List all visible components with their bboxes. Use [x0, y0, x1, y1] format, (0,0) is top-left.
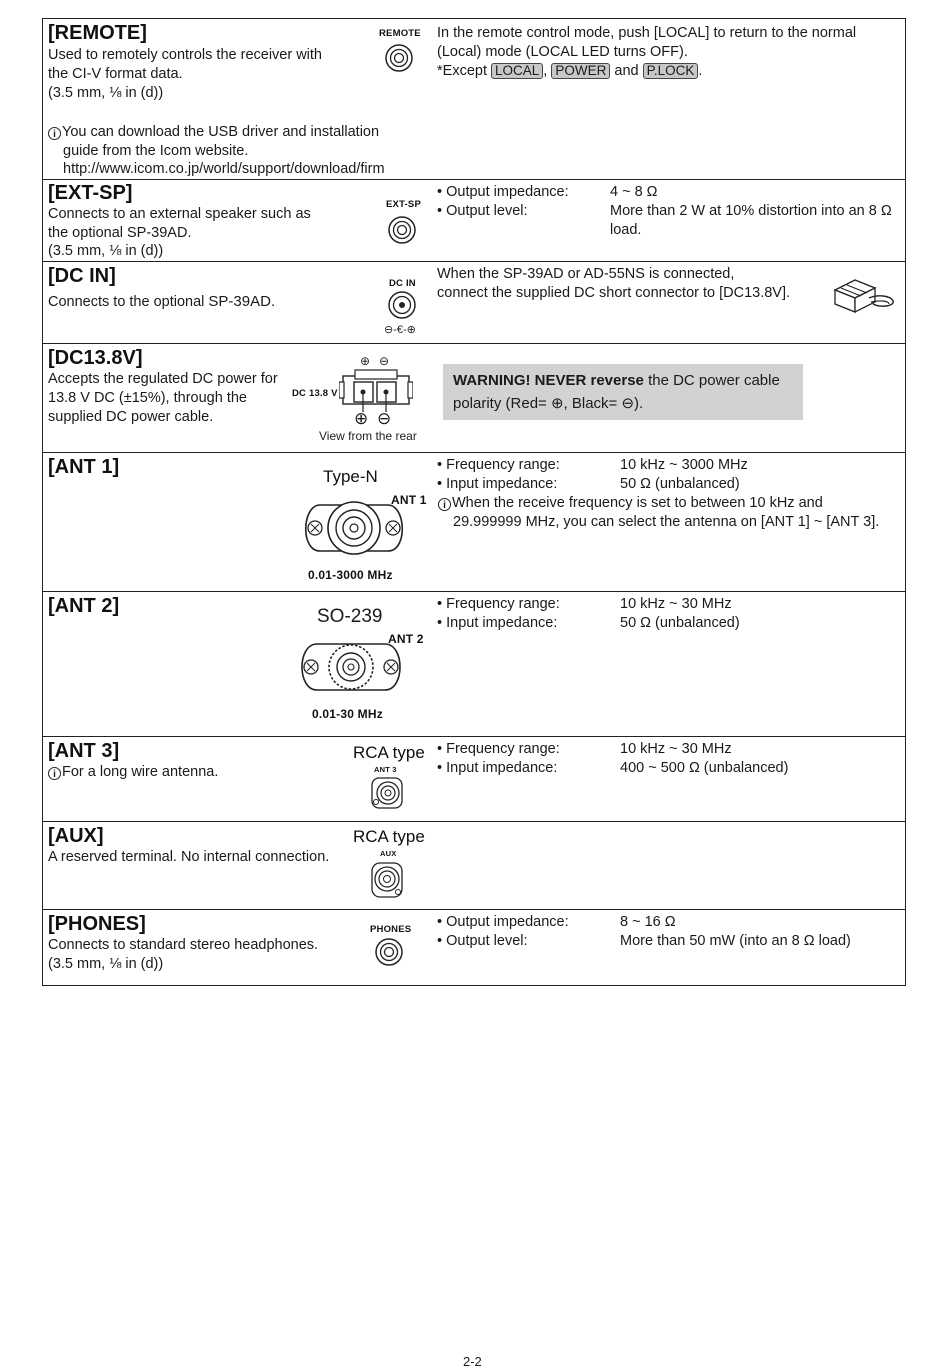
description-line: A reserved terminal. No internal connection. [48, 849, 330, 865]
description-line: the optional SP-39AD. [48, 225, 192, 241]
frequency-range-label: 0.01-30 MHz [312, 707, 383, 721]
frequency-range-label: 0.01-3000 MHz [308, 568, 393, 582]
spec-value: 10 kHz ~ 3000 MHz [620, 457, 748, 473]
description-line: Used to remotely controls the receiver with [48, 47, 322, 63]
spec-list [437, 456, 907, 496]
warning-emphasis: WARNING! NEVER reverse [453, 372, 644, 389]
usb-note-line [48, 123, 379, 142]
note-line: (Local) mode (LOCAL LED turns OFF). [437, 44, 688, 60]
description-line [48, 763, 218, 782]
spec-value: More than 50 mW (into an 8 Ω load) [620, 933, 851, 949]
row-ant-3 [43, 737, 905, 822]
description-line: (3.5 mm, ⅛ in (d)) [48, 956, 164, 972]
connector-table [42, 18, 906, 986]
spec-key: • Output impedance: [437, 184, 569, 200]
polarity-symbol: ⊖-€-⊕ [384, 324, 416, 336]
except-line [437, 62, 702, 81]
plus-symbol: ⊕ [354, 409, 369, 428]
description-line: Accepts the regulated DC power for [48, 371, 278, 387]
usb-note-text: You can download the USB driver and installation [62, 124, 380, 140]
minus-symbol: ⊖ [377, 409, 392, 428]
jack-label: DC 13.8 V [292, 388, 338, 399]
warning-line [453, 369, 793, 392]
spec-value: 10 kHz ~ 30 MHz [620, 596, 732, 612]
section-title: [DC13.8V] [48, 347, 143, 369]
spec-value: 4 ~ 8 Ω [610, 184, 658, 200]
spec-key: • Frequency range: [437, 741, 560, 757]
spec-value: More than 2 W at 10% distortion into an 8 Ω [610, 203, 892, 219]
except-prefix: *Except [437, 63, 487, 79]
description-text: Connects to the optional [48, 294, 205, 310]
section-title: [DC IN] [48, 265, 116, 287]
spec-key: • Output level: [437, 933, 528, 949]
note-line: 29.999999 MHz, you can select the antenna on [ANT 1] ~ [ANT 3]. [453, 514, 880, 530]
download-url[interactable]: http://www.icom.co.jp/world/support/download/firm [63, 161, 385, 177]
plus-top-symbol: ⊕ [360, 354, 371, 368]
connector-type: RCA type [353, 827, 425, 846]
comma: , [543, 63, 548, 79]
spec-value: 50 Ω (unbalanced) [620, 615, 740, 631]
row-ext-sp [43, 180, 905, 262]
spec-key: • Output level: [437, 203, 528, 219]
period: . [698, 63, 703, 79]
model-name: SP-39AD. [208, 293, 276, 310]
jack-label: ANT 3 [374, 765, 397, 774]
row-dc-in [43, 262, 905, 344]
usb-note-line: guide from the Icom website. [63, 143, 249, 159]
row-dc-13-8v [43, 344, 905, 453]
description-line: (3.5 mm, ⅛ in (d)) [48, 243, 164, 259]
description-line: 13.8 V DC (±15%), through the [48, 390, 247, 406]
spec-value: 10 kHz ~ 30 MHz [620, 741, 732, 757]
section-title: [REMOTE] [48, 22, 147, 44]
section-title: [ANT 1] [48, 456, 120, 478]
note-line: connect the supplied DC short connector to [DC13.8V]. [437, 285, 791, 301]
so-239-connector-icon [295, 636, 407, 698]
note-line: When the SP-39AD or AD-55NS is connected, [437, 266, 735, 282]
note-line [438, 494, 823, 513]
rear-view-caption: View from the rear [319, 429, 417, 443]
connector-type: Type-N [323, 467, 378, 486]
mini-jack-icon [374, 937, 404, 967]
rca-jack-icon [371, 862, 403, 900]
row-remote [43, 19, 905, 180]
mini-jack-icon [384, 43, 414, 73]
dc-short-connector-icon [829, 274, 899, 316]
spec-key: • Output impedance: [437, 914, 569, 930]
row-ant-1 [43, 453, 905, 592]
note-line: In the remote control mode, push [LOCAL] to return to the normal [437, 25, 857, 41]
description-line: supplied DC power cable. [48, 409, 214, 425]
jack-label: EXT-SP [386, 199, 421, 210]
warning-box [443, 364, 803, 420]
jack-label: PHONES [370, 924, 412, 935]
connector-type: RCA type [353, 743, 425, 762]
key-power: POWER [551, 63, 610, 79]
warning-text: the DC power cable [643, 372, 780, 389]
section-title: [ANT 3] [48, 740, 120, 762]
section-title: [EXT-SP] [48, 182, 133, 204]
section-title: [PHONES] [48, 913, 146, 935]
jack-label: REMOTE [379, 28, 421, 39]
description-line: (3.5 mm, ⅛ in (d)) [48, 85, 164, 101]
dc-jack-icon [387, 290, 417, 320]
connector-type: SO-239 [317, 606, 383, 627]
note-text: When the receive frequency is set to between 10 kHz and [452, 495, 823, 511]
jack-label: ANT 1 [391, 493, 427, 507]
section-title: [ANT 2] [48, 595, 120, 617]
mini-jack-icon [387, 215, 417, 245]
rca-jack-icon [371, 777, 403, 809]
type-n-connector-icon [298, 495, 410, 561]
description-text: For a long wire antenna. [62, 764, 219, 780]
spec-key: • Input impedance: [437, 760, 558, 776]
info-icon: i [438, 498, 451, 511]
description-line: Connects to an external speaker such as [48, 206, 311, 222]
description-line: Connects to standard stereo headphones. [48, 937, 319, 953]
description-line: the CI-V format data. [48, 66, 183, 82]
spec-value: 400 ~ 500 Ω (unbalanced) [620, 760, 789, 776]
spec-value: 50 Ω (unbalanced) [620, 476, 740, 492]
spec-value: load. [610, 222, 642, 238]
section-title: [AUX] [48, 825, 104, 847]
info-icon: i [48, 767, 61, 780]
spec-key: • Frequency range: [437, 457, 560, 473]
jack-label: DC IN [389, 278, 416, 289]
warning-line: polarity (Red= ⊕, Black= ⊖). [453, 395, 644, 412]
spec-key: • Input impedance: [437, 476, 558, 492]
page-number: 2-2 [463, 1354, 482, 1369]
spec-list [437, 595, 907, 635]
key-local: LOCAL [491, 63, 543, 79]
description-line [48, 292, 275, 312]
spec-key: • Input impedance: [437, 615, 558, 631]
spec-value: 8 ~ 16 Ω [620, 914, 676, 930]
info-icon: i [48, 127, 61, 140]
key-plock: P.LOCK [643, 63, 699, 79]
spec-list [437, 913, 907, 953]
spec-list [437, 183, 907, 243]
minus-top-symbol: ⊖ [379, 354, 390, 368]
jack-label: AUX [380, 849, 397, 858]
spec-list [437, 740, 907, 780]
dc-power-socket-icon [339, 368, 413, 412]
and-text: and [614, 63, 639, 79]
row-phones [43, 910, 905, 985]
row-ant-2 [43, 592, 905, 737]
row-aux [43, 822, 905, 910]
jack-label: ANT 2 [388, 632, 424, 646]
spec-key: • Frequency range: [437, 596, 560, 612]
